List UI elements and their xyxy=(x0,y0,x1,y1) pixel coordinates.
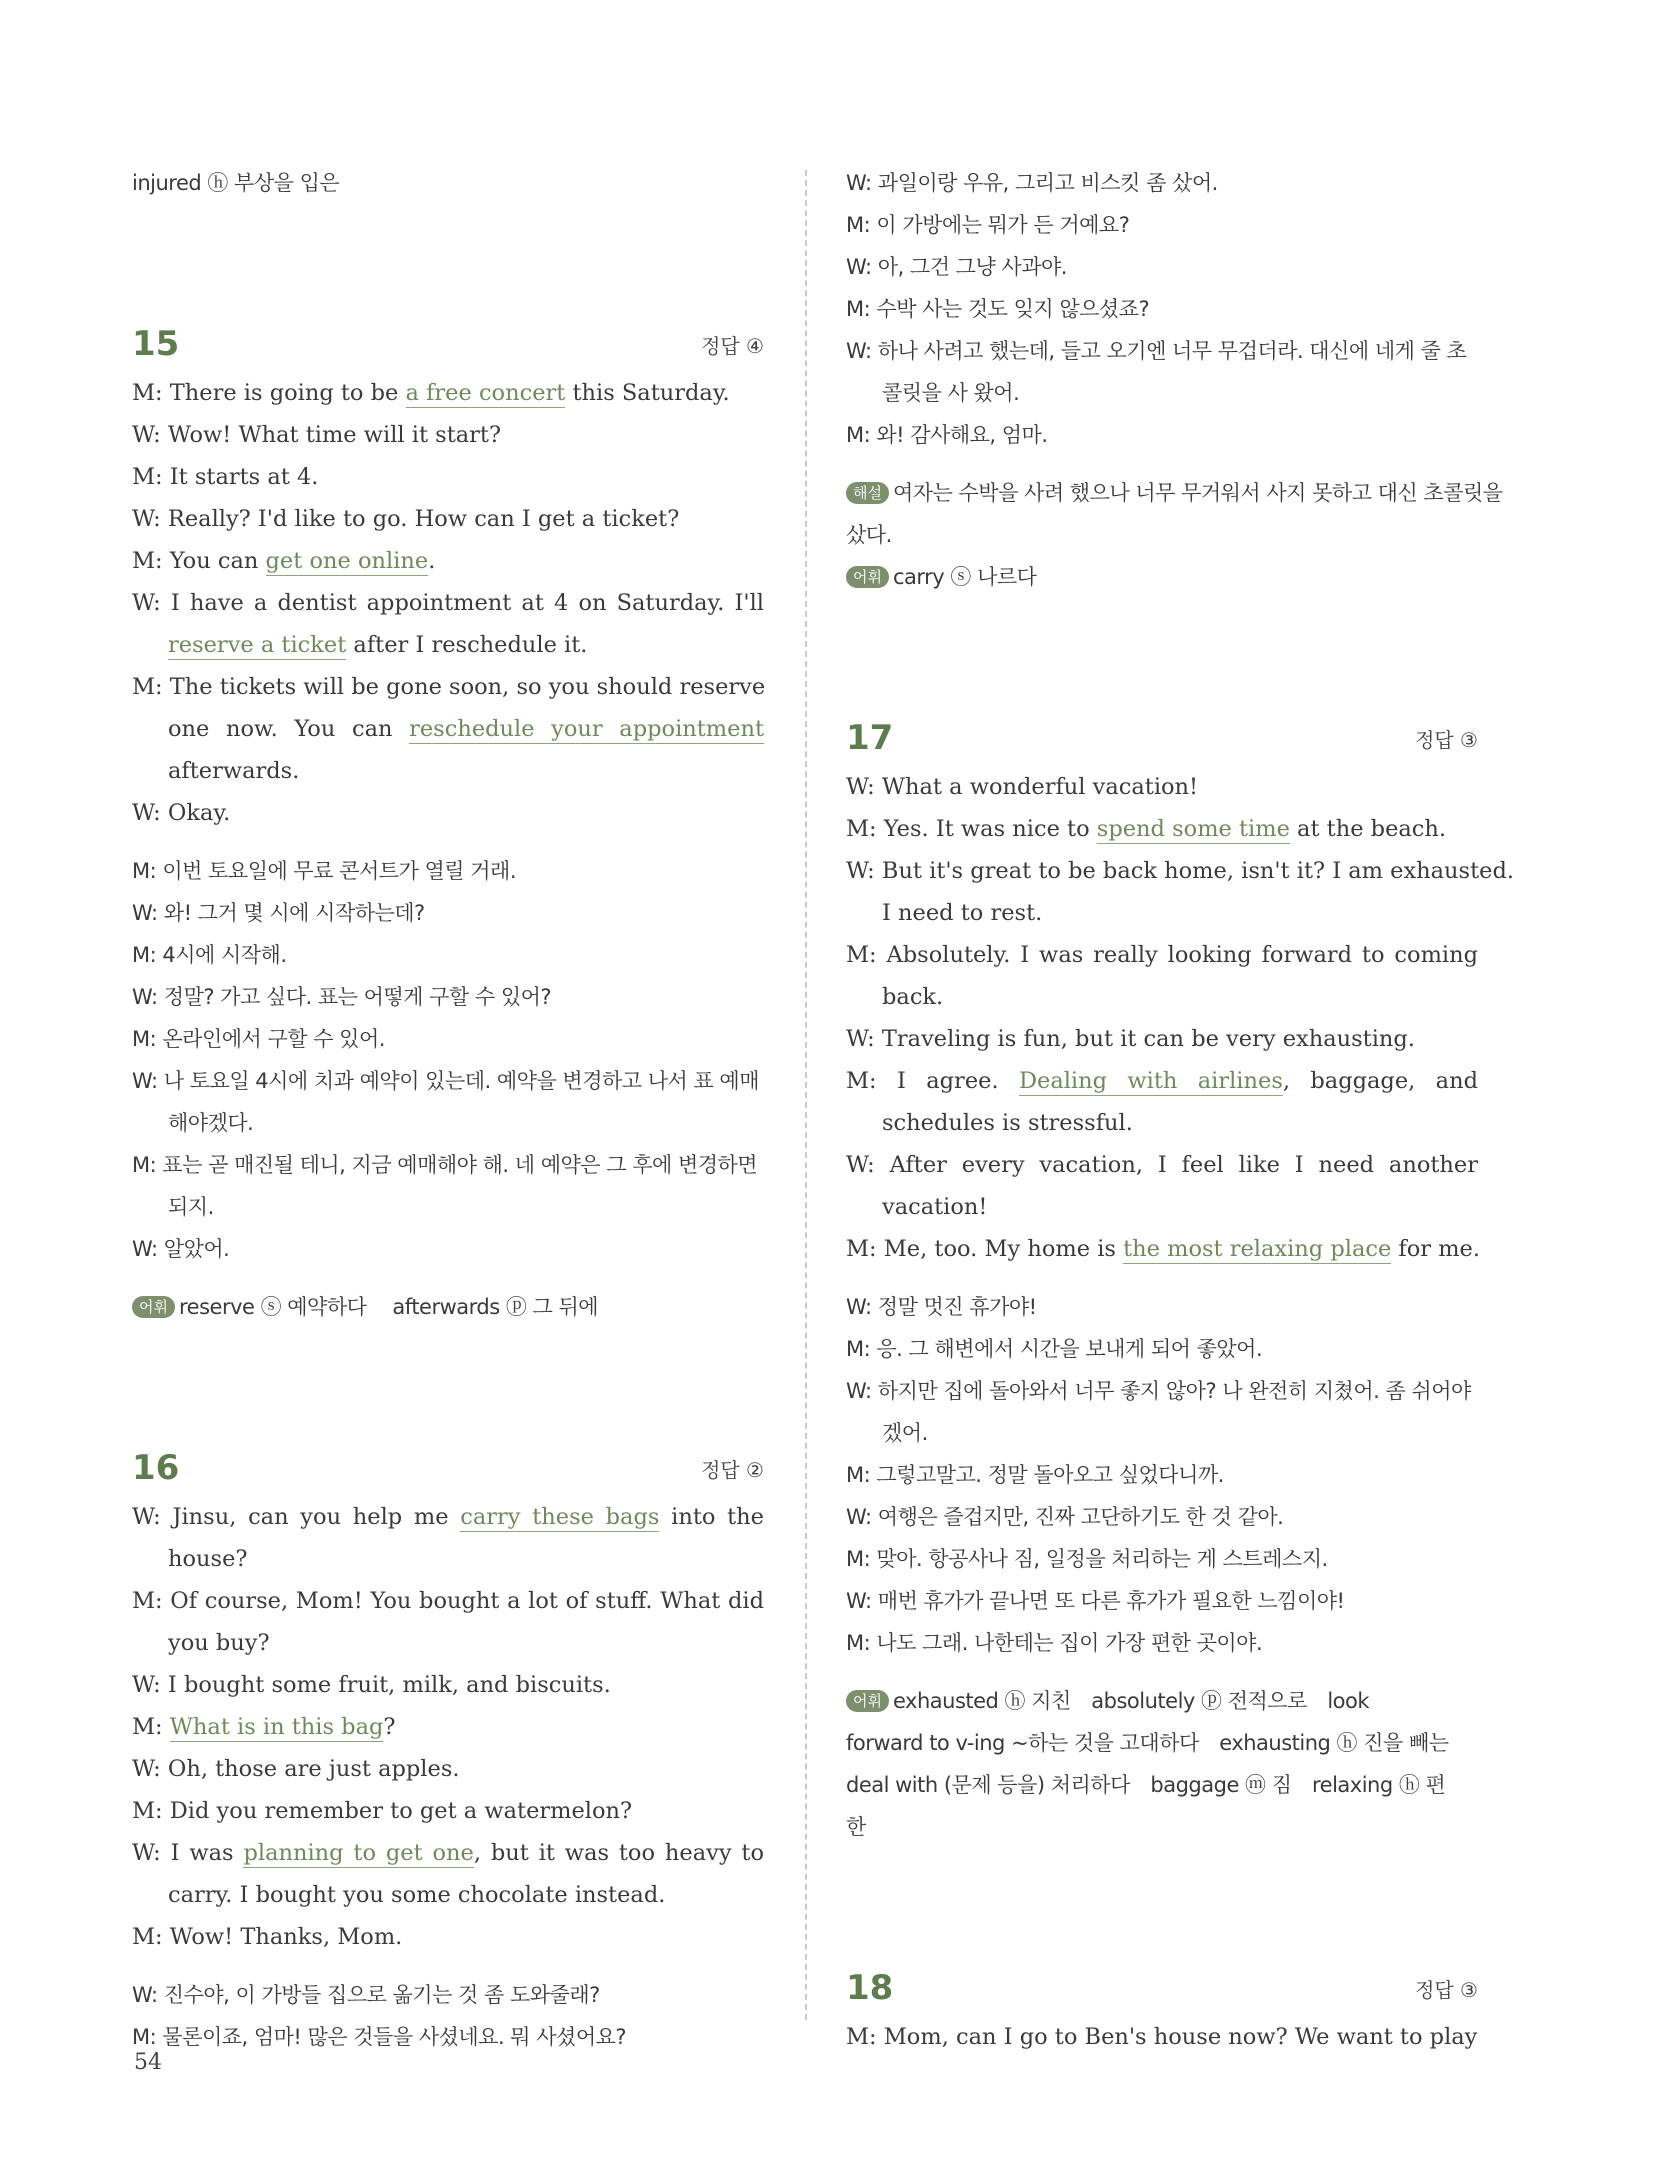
translation-line: M: 그렇고말고. 정말 돌아오고 싶었다니까. xyxy=(846,1463,1224,1487)
dialogue-line: W: I was planning to get one, but it was too heavy to xyxy=(132,1840,764,1866)
dialogue-line: house? xyxy=(168,1546,248,1572)
blank-answer: carry these bags xyxy=(460,1504,660,1530)
dialogue-line: M: There is going to be a free concert this Saturday. xyxy=(132,380,730,406)
translation-line: M: 맞아. 항공사나 짐, 일정을 처리하는 게 스트레스지. xyxy=(846,1547,1328,1571)
dialogue-line: M: Mom, can I go to Ben's house now? We want to play xyxy=(846,2024,1478,2050)
blank-answer: get one online xyxy=(265,548,429,574)
question-number: 16 xyxy=(132,1448,180,1488)
translation-line: W: 진수야, 이 가방들 집으로 옮기는 것 좀 도와줄래? xyxy=(132,1983,600,2007)
translation-line: M: 이 가방에는 뭐가 든 거예요? xyxy=(846,213,1130,237)
translation-line: M: 물론이죠, 엄마! 많은 것들을 사셨네요. 뭐 사셨어요? xyxy=(132,2025,627,2049)
translation-line: W: 정말? 가고 싶다. 표는 어떻게 구할 수 있어? xyxy=(132,985,552,1009)
dialogue-line: M: It starts at 4. xyxy=(132,464,319,490)
dialogue-line: W: Traveling is fun, but it can be very exhausting. xyxy=(846,1026,1415,1052)
blank-answer: What is in this bag xyxy=(169,1714,384,1740)
answer-label: 정답 ② xyxy=(701,1457,764,1482)
translation-line: W: 알았어. xyxy=(132,1237,230,1261)
translation-line: M: 온라인에서 구할 수 있어. xyxy=(132,1027,385,1051)
vocab-badge: 어휘 xyxy=(846,566,889,588)
q15-header xyxy=(132,316,764,372)
dialogue-line: W: After every vacation, I feel like I need another xyxy=(846,1152,1478,1178)
dialogue-line: M: Me, too. My home is the most relaxing place for me. xyxy=(846,1236,1481,1262)
question-number: 18 xyxy=(846,1968,894,2008)
dialogue-line: M: You can get one online. xyxy=(132,548,436,574)
translation-line: W: 하나 사려고 했는데, 들고 오기엔 너무 무겁더라. 대신에 네게 줄 초 xyxy=(846,339,1467,363)
dialogue-line: I need to rest. xyxy=(882,900,1043,926)
dialogue-line: W: Okay. xyxy=(132,800,231,826)
dialogue-line: W: What a wonderful vacation! xyxy=(846,774,1199,800)
q16-explanation: 해설 여자는 수박을 사려 했으나 너무 무거워서 사지 못하고 대신 초콜릿을 xyxy=(846,472,1478,514)
dialogue-line: W: I bought some fruit, milk, and biscuits. xyxy=(132,1672,611,1698)
question-number: 15 xyxy=(132,324,180,364)
dialogue-line: you buy? xyxy=(168,1630,270,1656)
translation-line: M: 나도 그래. 나한테는 집이 가장 편한 곳이야. xyxy=(846,1631,1263,1655)
q15-dialogue xyxy=(132,372,764,834)
blank-answer: Dealing with airlines xyxy=(1018,1068,1283,1094)
q16-explanation-cont: 샀다. xyxy=(846,523,892,547)
q18-header xyxy=(846,1960,1478,2016)
translation-line: W: 와! 그거 몇 시에 시작하는데? xyxy=(132,901,425,925)
blank-answer: spend some time xyxy=(1096,816,1290,842)
q17-dialogue xyxy=(846,766,1515,1270)
translation-line: 되지. xyxy=(168,1195,214,1219)
dialogue-line: M: Yes. It was nice to spend some time at the beach. xyxy=(846,816,1447,842)
dialogue-line: W: I have a dentist appointment at 4 on Saturday. I'll xyxy=(132,590,764,616)
right-column xyxy=(846,162,1515,2058)
translation-line: 콜릿을 사 왔어. xyxy=(882,381,1020,405)
dialogue-line: afterwards. xyxy=(168,758,300,784)
dialogue-line: W: Oh, those are just apples. xyxy=(132,1756,460,1782)
top-vocab: injured ⓗ 부상을 입은 xyxy=(132,171,340,195)
translation-line: M: 와! 감사해요, 엄마. xyxy=(846,423,1048,447)
translation-line: W: 정말 멋진 휴가야! xyxy=(846,1295,1037,1319)
translation-line: W: 매번 휴가가 끝나면 또 다른 휴가가 필요한 느낌이야! xyxy=(846,1589,1345,1613)
blank-answer: reserve a ticket xyxy=(168,632,347,658)
translation-line: 겠어. xyxy=(882,1421,928,1445)
translation-line: M: 응. 그 해변에서 시간을 보내게 되어 좋았어. xyxy=(846,1337,1263,1361)
dialogue-line: reserve a ticket after I reschedule it. xyxy=(168,632,588,658)
q16-translation-part2 xyxy=(846,162,1478,456)
dialogue-line: M: What is in this bag? xyxy=(132,1714,396,1740)
dialogue-line: W: But it's great to be back home, isn't it? I am exhausted. xyxy=(846,858,1515,884)
translation-line: M: 4시에 시작해. xyxy=(132,943,287,967)
dialogue-line: carry. I bought you some chocolate instead. xyxy=(168,1882,666,1908)
blank-answer: planning to get one xyxy=(243,1840,474,1866)
dialogue-line: M: The tickets will be gone soon, so you should reserve xyxy=(132,674,766,700)
translation-line: M: 수박 사는 것도 잊지 않으셨죠? xyxy=(846,297,1150,321)
q17-header xyxy=(846,710,1478,766)
dialogue-line: schedules is stressful. xyxy=(882,1110,1133,1136)
dialogue-line: W: Really? I'd like to go. How can I get a ticket? xyxy=(132,506,680,532)
q15-vocab: 어휘 reserve ⓢ 예약하다 afterwards ⓟ 그 뒤에 xyxy=(132,1286,764,1328)
dialogue-line: M: Absolutely. I was really looking forward to coming xyxy=(846,942,1478,968)
q16-vocab: 어휘 carry ⓢ 나르다 xyxy=(846,556,1478,598)
blank-answer: the most relaxing place xyxy=(1123,1236,1392,1262)
q16-translation-part1 xyxy=(132,1974,764,2058)
translation-line: W: 아, 그건 그냥 사과야. xyxy=(846,255,1067,279)
vocab-badge: 어휘 xyxy=(132,1296,175,1318)
question-number: 17 xyxy=(846,718,894,758)
dialogue-line: M: Wow! Thanks, Mom. xyxy=(132,1924,403,1950)
q17-translation xyxy=(846,1286,1478,1664)
dialogue-line: W: Wow! What time will it start? xyxy=(132,422,502,448)
q17-vocab: 어휘 exhausted ⓗ 지친 absolutely ⓟ 전적으로 look forward to v-ing ~하는 것을 고대하다 exhausting ⓗ 진을 빼는 deal with (문제 등을) 처리하다 baggage ⓜ 짐 relaxing ⓗ 편 한 xyxy=(846,1689,1449,1839)
translation-line: W: 여행은 즐겁지만, 진짜 고단하기도 한 것 같아. xyxy=(846,1505,1284,1529)
translation-line: W: 나 토요일 4시에 치과 예약이 있는데. 예약을 변경하고 나서 표 예매 xyxy=(132,1069,760,1093)
column-divider xyxy=(805,170,807,2020)
dialogue-line: M: I agree. Dealing with airlines, baggage, and xyxy=(846,1068,1478,1094)
dialogue-line: one now. You can reschedule your appointment xyxy=(168,716,764,742)
q16-dialogue xyxy=(132,1496,764,1958)
dialogue-line: vacation! xyxy=(882,1194,988,1220)
dialogue-line: M: Did you remember to get a watermelon? xyxy=(132,1798,633,1824)
vocab-badge: 어휘 xyxy=(846,1690,889,1712)
answer-label: 정답 ③ xyxy=(1415,1977,1478,2002)
q18-dialogue xyxy=(846,2016,1478,2058)
page-number: 54 xyxy=(134,2050,162,2075)
blank-answer: reschedule your appointment xyxy=(409,716,764,742)
blank-answer: a free concert xyxy=(405,380,566,406)
translation-line: W: 과일이랑 우유, 그리고 비스킷 좀 샀어. xyxy=(846,171,1218,195)
translation-line: M: 이번 토요일에 무료 콘서트가 열릴 거래. xyxy=(132,859,516,883)
q15-translation xyxy=(132,850,764,1270)
q16-header xyxy=(132,1440,764,1496)
left-column xyxy=(132,162,766,2075)
explain-badge: 해설 xyxy=(846,482,889,504)
translation-line: M: 표는 곧 매진될 테니, 지금 예매해야 해. 네 예약은 그 후에 변경하면 xyxy=(132,1153,758,1177)
answer-label: 정답 ③ xyxy=(1415,727,1478,752)
dialogue-line: W: Jinsu, can you help me carry these bags into the xyxy=(132,1504,764,1530)
dialogue-line: back. xyxy=(882,984,944,1010)
dialogue-line: M: Of course, Mom! You bought a lot of stuff. What did xyxy=(132,1588,764,1614)
answer-label: 정답 ④ xyxy=(701,333,764,358)
translation-line: 해야겠다. xyxy=(168,1111,254,1135)
translation-line: W: 하지만 집에 돌아와서 너무 좋지 않아? 나 완전히 지쳤어. 좀 쉬어야 xyxy=(846,1379,1471,1403)
